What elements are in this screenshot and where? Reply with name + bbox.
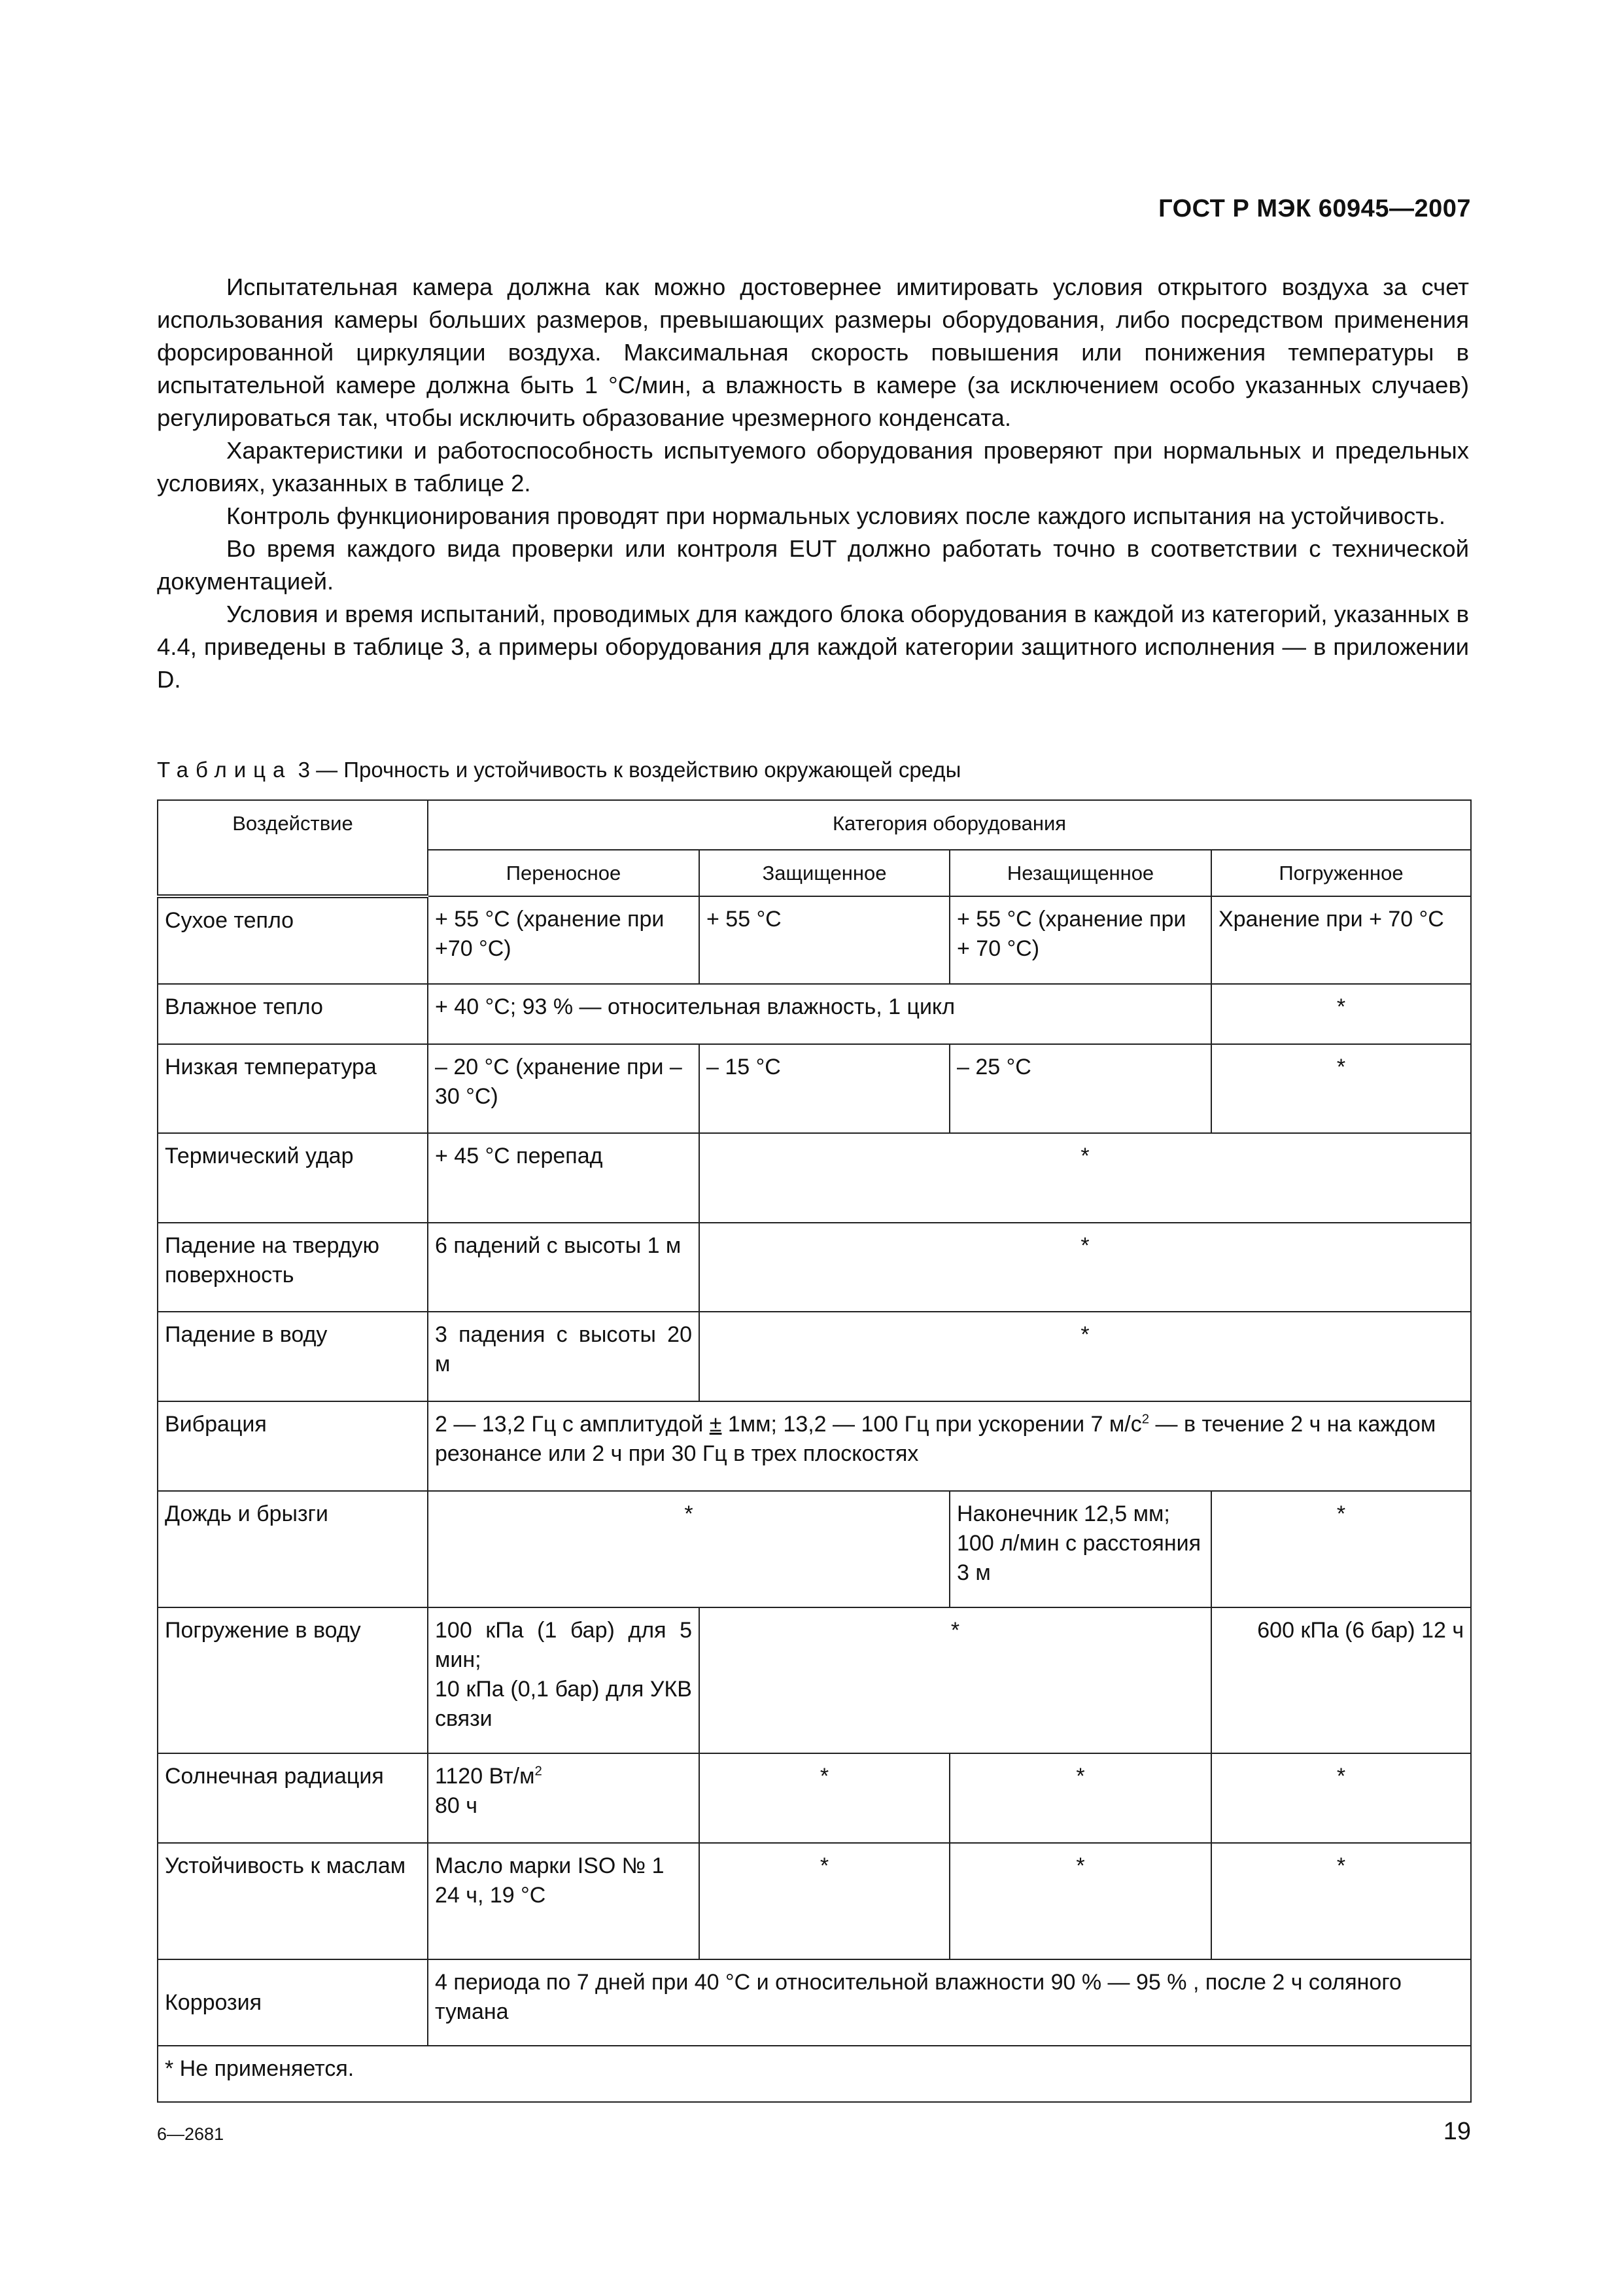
plus-minus-sign: ± (709, 1412, 722, 1437)
header-impact: Воздействие (158, 800, 428, 896)
paragraph: Во время каждого вида проверки или контроля EUT должно работать точно в соответствии с технической документацией. (157, 535, 1469, 595)
table-row (158, 1312, 1471, 1401)
cell: * (1211, 1044, 1471, 1133)
cell: + 45 °С перепад (428, 1133, 699, 1223)
cell-line: 100 кПа (1 бар) для 5 мин; (435, 1618, 692, 1672)
cell (428, 1401, 1471, 1491)
cell: 6 падений с высоты 1 м (428, 1223, 699, 1312)
header-protected: Защищенное (699, 850, 950, 896)
cell: 600 кПа (6 бар) 12 ч (1211, 1607, 1471, 1753)
table-header-row (158, 800, 1471, 850)
table-row (158, 1491, 1471, 1607)
cell: * (699, 1753, 950, 1843)
table-row (158, 1133, 1471, 1223)
row-name: Дождь и брызги (158, 1491, 428, 1607)
row-name: Погружение в воду (158, 1607, 428, 1753)
superscript: 2 (1141, 1412, 1150, 1427)
cell: * (699, 1607, 1211, 1753)
table-footnote: * Не применяется. (158, 2046, 1471, 2102)
cell (428, 1843, 699, 1959)
header-category: Категория оборудования (428, 800, 1471, 850)
table-row (158, 1753, 1471, 1843)
superscript: 2 (534, 1764, 542, 1779)
cell: + 55 °С (699, 896, 950, 984)
footer-code: 6—2681 (157, 2124, 224, 2144)
cell: – 15 °С (699, 1044, 950, 1133)
paragraph: Испытательная камера должна как можно достовернее имитировать условия открытого воздуха за счет использования камеры больших размеров, превышающих размеры оборудования, либо посредством применения форсированной циркуляции воздуха. Максимальная скорость повышения или понижения температуры в испытательной камере должна быть 1 °С/мин, а влажность в камере (за исключением особо указанных случаев) регулироваться так, чтобы исключить образование чрезмерного конденсата. (157, 273, 1469, 431)
row-name: Влажное тепло (158, 984, 428, 1044)
paragraph: Контроль функционирования проводят при нормальных условиях после каждого испытания на устойчивость. (226, 502, 1446, 529)
table-caption (157, 757, 961, 783)
cell: + 55 °С (хранение при + 70 °С) (950, 896, 1211, 984)
row-name: Сухое тепло (158, 896, 428, 984)
cell: – 20 °С (хранение при – 30 °С) (428, 1044, 699, 1133)
row-name: Падение на твердую поверхность (158, 1223, 428, 1312)
header-submerged: Погруженное (1211, 850, 1471, 896)
table-row (158, 1401, 1471, 1491)
solar-value: 1120 Вт/м (435, 1764, 535, 1789)
cell: * (699, 1133, 1471, 1223)
cell: * (699, 1843, 950, 1959)
vibration-text-c: — в течение 2 ч на каждом резонансе или 2 ч при 30 Гц в трех плоскостях (435, 1412, 1436, 1466)
table-row (158, 896, 1471, 984)
table-footnote-row (158, 2046, 1471, 2102)
row-name: Солнечная радиация (158, 1753, 428, 1843)
cell: * (699, 1312, 1471, 1401)
table-row (158, 1044, 1471, 1133)
environment-table (157, 799, 1472, 2103)
cell: 3 падения с высоты 20 м (428, 1312, 699, 1401)
cell: * (428, 1491, 950, 1607)
row-name: Вибрация (158, 1401, 428, 1491)
cell-line (435, 1762, 692, 1791)
document-standard-header: ГОСТ Р МЭК 60945—2007 (1158, 195, 1471, 222)
cell: Хранение при + 70 °С (1211, 896, 1471, 984)
cell-line: 10 кПа (0,1 бар) для УКВ связи (435, 1677, 692, 1731)
cell: * (950, 1843, 1211, 1959)
cell: + 40 °С; 93 % — относительная влажность, 1 цикл (428, 984, 1211, 1044)
cell: * (1211, 984, 1471, 1044)
cell: 4 периода по 7 дней при 40 °С и относительной влажности 90 % — 95 % , после 2 ч соляного тумана (428, 1959, 1471, 2046)
cell (428, 1607, 699, 1753)
table-row (158, 1843, 1471, 1959)
vibration-text-a: 2 — 13,2 Гц с амплитудой (435, 1412, 710, 1437)
cell-line: 80 ч (435, 1793, 477, 1818)
cell: + 55 °С (хранение при +70 °С) (428, 896, 699, 984)
cell-line: 24 ч, 19 °С (435, 1883, 546, 1908)
paragraph: Характеристики и работоспособность испытуемого оборудования проверяют при нормальных и предельных условиях, указанных в таблице 2. (157, 437, 1469, 497)
table-caption-text: 3 — Прочность и устойчивость к воздействию окружающей среды (298, 758, 961, 782)
page-number: 19 (1443, 2118, 1471, 2145)
cell: – 25 °С (950, 1044, 1211, 1133)
table-row (158, 1223, 1471, 1312)
cell (428, 1753, 699, 1843)
cell: * (699, 1223, 1471, 1312)
row-name: Падение в воду (158, 1312, 428, 1401)
row-name: Устойчивость к маслам (158, 1843, 428, 1959)
row-name: Коррозия (158, 1959, 428, 2046)
cell-line: Масло марки ISO № 1 (435, 1853, 665, 1878)
table-caption-label: Таблица (157, 758, 292, 782)
table-row (158, 1959, 1471, 2046)
cell: * (1211, 1491, 1471, 1607)
row-name: Низкая температура (158, 1044, 428, 1133)
cell: * (1211, 1753, 1471, 1843)
body-text (157, 271, 1469, 696)
cell: * (950, 1753, 1211, 1843)
cell: * (1211, 1843, 1471, 1959)
paragraph: Условия и время испытаний, проводимых для каждого блока оборудования в каждой из категорий, указанных в 4.4, приведены в таблице 3, а примеры оборудования для каждой категории защитного исполнения — в приложении D. (157, 601, 1469, 693)
header-unprotected: Незащищенное (950, 850, 1211, 896)
table-row (158, 1607, 1471, 1753)
cell: Наконечник 12,5 мм; 100 л/мин с расстояния 3 м (950, 1491, 1211, 1607)
vibration-text-b: 1мм; 13,2 — 100 Гц при ускорении 7 м/с (721, 1412, 1142, 1437)
table-row (158, 984, 1471, 1044)
row-name: Термический удар (158, 1133, 428, 1223)
header-portable: Переносное (428, 850, 699, 896)
